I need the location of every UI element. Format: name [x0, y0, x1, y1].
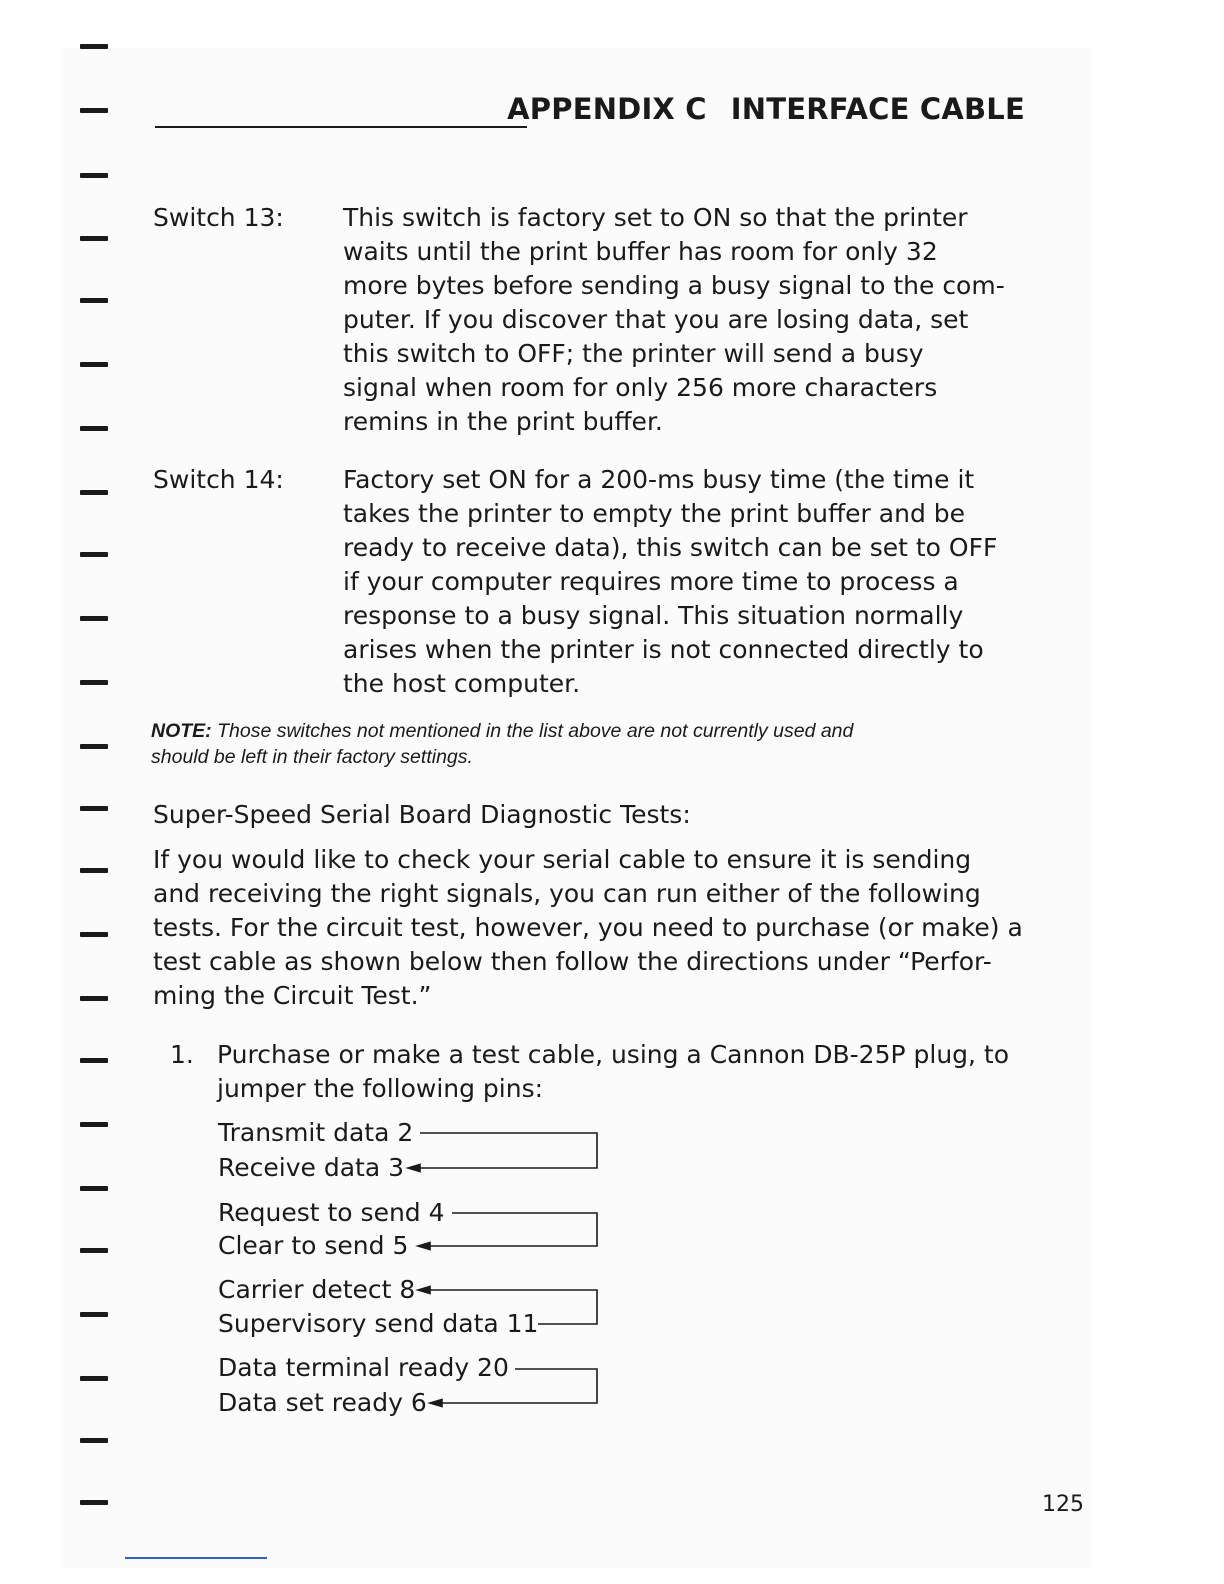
pin-label-request-to-send: Request to send 4 [218, 1198, 445, 1227]
pin-label-transmit-data: Transmit data 2 [218, 1118, 414, 1147]
pin-label-data-terminal-ready: Data terminal ready 20 [218, 1353, 509, 1382]
note-text: Those switches not mentioned in the list above are not currently used and [217, 720, 854, 742]
chapter-title: INTERFACE CABLE [730, 92, 1025, 126]
text-line: should be left in their factory settings. [151, 746, 473, 768]
switch-label: Switch 13: [153, 203, 284, 232]
jumper-wire [418, 1133, 597, 1168]
page-number: 125 [1042, 1492, 1084, 1517]
text-line: jumper the following pins: [217, 1074, 544, 1103]
jumper-wire [428, 1213, 597, 1246]
text-line: response to a busy signal. This situation normally [343, 601, 964, 630]
text-line: If you would like to check your serial cable to ensure it is sending [153, 845, 972, 874]
note-label: NOTE: [151, 720, 212, 742]
text-line: ready to receive data), this switch can be set to OFF [343, 533, 998, 562]
pin-label-supervisory-send-data: Supervisory send data 11 [218, 1309, 539, 1338]
text-line: the host computer. [343, 669, 581, 698]
text-line: ming the Circuit Test.” [153, 981, 432, 1010]
text-line: if your computer requires more time to process a [343, 567, 959, 596]
text-line: Factory set ON for a 200-ms busy time (the time it [343, 465, 975, 494]
text-line: signal when room for only 256 more characters [343, 373, 938, 402]
footer-rule [125, 1557, 267, 1559]
arrow-head-icon [418, 1287, 430, 1294]
text-line: remins in the print buffer. [343, 407, 663, 436]
switch-label: Switch 14: [153, 465, 284, 494]
list-number: 1. [170, 1040, 194, 1069]
text-line: more bytes before sending a busy signal to the com- [343, 271, 1005, 300]
jumper-wire [440, 1369, 597, 1403]
jumper-wire [428, 1290, 597, 1324]
text-line: tests. For the circuit test, however, you need to purchase (or make) a [153, 913, 1023, 942]
text-line: takes the printer to empty the print buffer and be [343, 499, 966, 528]
arrow-head-icon [418, 1243, 430, 1250]
text-line: Purchase or make a test cable, using a Cannon DB-25P plug, to [217, 1040, 1010, 1069]
text-line: This switch is factory set to ON so that the printer [343, 203, 968, 232]
text-line: waits until the print buffer has room for only 32 [343, 237, 938, 266]
text-line: arises when the printer is not connected directly to [343, 635, 984, 664]
text-line: and receiving the right signals, you can run either of the following [153, 879, 981, 908]
arrow-head-icon [430, 1400, 442, 1407]
pin-label-data-set-ready: Data set ready 6 [218, 1388, 427, 1417]
text-line: test cable as shown below then follow the directions under “Perfor- [153, 947, 992, 976]
text-line: puter. If you discover that you are losing data, set [343, 305, 969, 334]
pin-label-clear-to-send: Clear to send 5 [218, 1231, 409, 1260]
section-title: Super-Speed Serial Board Diagnostic Tests: [153, 800, 691, 829]
pin-label-receive-data: Receive data 3 [218, 1153, 404, 1182]
appendix-label: APPENDIX C [507, 92, 707, 126]
pin-label-carrier-detect: Carrier detect 8 [218, 1275, 416, 1304]
arrow-head-icon [408, 1165, 420, 1172]
text-line: this switch to OFF; the printer will send a busy [343, 339, 924, 368]
